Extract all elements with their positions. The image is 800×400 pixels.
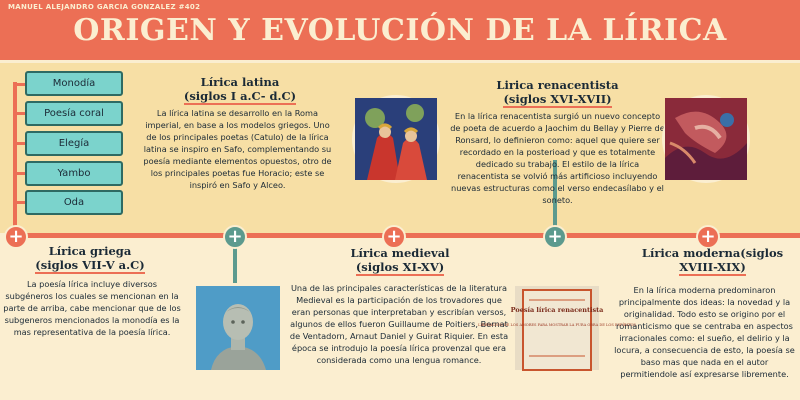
text-medieval: Una de las principales características de la literatura Medieval es la participación de los trovadores que eran personas que interpretaban y escribían versos, algunos de ellos fueron Guillaume de Poitiers, Bernat de Ventadorn, Arnaut Daniel y Guirat Riquier. En esta época se introdujo la poesía lírica provenzal que era considerada como una lengua romance. bbox=[289, 283, 509, 365]
heading-moderna: Lírica moderna(siglos bbox=[641, 246, 784, 260]
book-subtitle-text: LIBERACIÓN DE LOS AMORES PARA MOSTRAR LA PURA OBRA DE LOS ESPÍRITUS bbox=[478, 323, 636, 327]
heading-medieval: Lírica medieval bbox=[350, 246, 450, 260]
period-medieval: (siglos XI-XV) bbox=[355, 260, 445, 274]
text-renacentista: En la lírica renacentista surgió un nuevo concepto de poeta de acuerdo a Jaochim du Bellay y Pierre de Ronsard, lo definieron como: aquel que quiere ser recordado en la posterioad y que es totalmente dedicado su trabajo. El estilo de la lírica renacentista se volvió más artificioso incluyendo nuevas estructuras como el verso endecasílabo y el soneto. bbox=[450, 111, 665, 205]
genre-tag-monodia: Monodía bbox=[25, 71, 123, 96]
heading-latina: Lírica latina bbox=[200, 75, 280, 89]
genre-tag-elegia: Elegía bbox=[25, 131, 123, 156]
genre-tag-poesia-coral: Poesía coral bbox=[25, 101, 123, 126]
book-title-text: Poesía lírica renacentista bbox=[510, 306, 604, 314]
timeline-node-medieval: + bbox=[382, 225, 406, 249]
timeline-node-moderna: + bbox=[696, 225, 720, 249]
period-renacentista: (siglos XVI-XVII) bbox=[503, 92, 612, 106]
text-latina: La lírica latina se desarrollo en la Roma imperial, en base a los modelos griegos. Uno de los principales poetas (Catulo) de la lírica latina se inspiro en Safo, complementando su poesía mediante elementos opuestos, otro de los principales poetas fue Horacio; este se inspiró en Safo y Alceo. bbox=[143, 108, 332, 190]
timeline-node-renacentista: + bbox=[543, 225, 567, 249]
author-name: MANUEL ALEJANDRO GARCIA GONZALEZ #402 bbox=[8, 3, 201, 11]
text-moderna: En la lírica moderna predominaron principalmente dos ideas: la novedad y la originalidad. Todo esto se origino por el romanticismo que se centraba en aspectos irracionales como: el sueño, el delirio y la locura, a consecuencia de esto, la poesía se baso mas que nada en el autor permitiendole así expresarse libremente. bbox=[614, 285, 795, 379]
section-heading-griega bbox=[15, 244, 165, 274]
roman-bust-image bbox=[193, 283, 283, 373]
section-heading-medieval bbox=[300, 246, 500, 276]
period-moderna: XVIII-XIX) bbox=[679, 260, 746, 274]
modern-painting-image bbox=[662, 95, 750, 183]
text-griega: La poesía lírica incluye diversos subgéneros los cuales se mencionan en la parte de arriba, cabe mencionar que de los subgeneros mencionados la monodía es la mas representativa de la poesía lírica. bbox=[3, 279, 181, 337]
timeline-node-griega: + bbox=[4, 225, 28, 249]
genre-tag-yambo: Yambo bbox=[25, 161, 123, 186]
book-cover-image bbox=[478, 283, 636, 373]
page-title: ORIGEN Y EVOLUCIÓN DE LA LÍRICA bbox=[73, 13, 727, 48]
genre-bracket bbox=[13, 82, 17, 234]
section-heading-latina bbox=[155, 75, 325, 105]
heading-renacentista: Lirica renacentista bbox=[496, 78, 619, 92]
heading-griega: Lírica griega bbox=[48, 244, 132, 258]
period-griega: (siglos VII-V a.C) bbox=[35, 258, 145, 272]
header-banner bbox=[0, 0, 800, 60]
period-latina: (siglos I a.C- d.C) bbox=[183, 89, 297, 103]
renaissance-painting-image bbox=[352, 95, 440, 183]
genre-tag-oda: Oda bbox=[25, 190, 123, 215]
timeline-node-latina: + bbox=[223, 225, 247, 249]
section-heading-renacentista bbox=[470, 78, 645, 108]
section-heading-moderna bbox=[625, 246, 800, 276]
timeline-line bbox=[12, 233, 800, 238]
